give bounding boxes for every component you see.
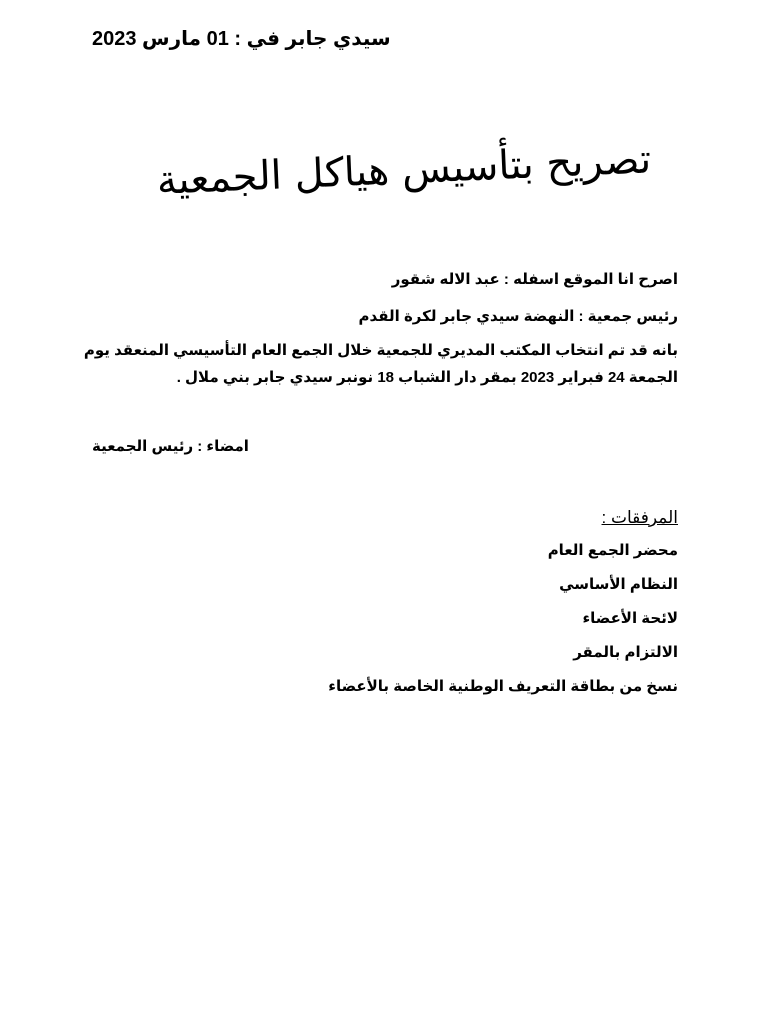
statement-line-1: بانه قد تم انتخاب المكتب المديري للجمعية خلال الجمع العام التأسيسي المنعقد يوم: [83, 342, 678, 359]
association-line: رئيس جمعية : النهضة سيدي جابر لكرة القدم: [358, 308, 678, 325]
list-item: الالتزام بالمقر: [573, 644, 678, 661]
attachments-heading: المرفقات :: [601, 508, 678, 527]
document-title: تصريح بتأسيس هياكل الجمعية: [155, 136, 653, 204]
list-item: محضر الجمع العام: [547, 542, 678, 559]
signature-label: امضاء : رئيس الجمعية: [92, 438, 249, 455]
list-item: لائحة الأعضاء: [582, 610, 678, 627]
attachments-list: [328, 540, 678, 710]
list-item: نسخ من بطاقة التعريف الوطنية الخاصة بالأعضاء: [328, 678, 678, 695]
declarant-line: اصرح انا الموقع اسفله : عبد الاله شقور: [391, 271, 678, 288]
statement-line-2: الجمعة 24 فبراير 2023 بمقر دار الشباب 18 نونبر سيدي جابر بني ملال .: [176, 369, 678, 386]
place-date: سيدي جابر في : 01 مارس 2023: [92, 28, 391, 50]
list-item: النظام الأساسي: [559, 576, 678, 593]
